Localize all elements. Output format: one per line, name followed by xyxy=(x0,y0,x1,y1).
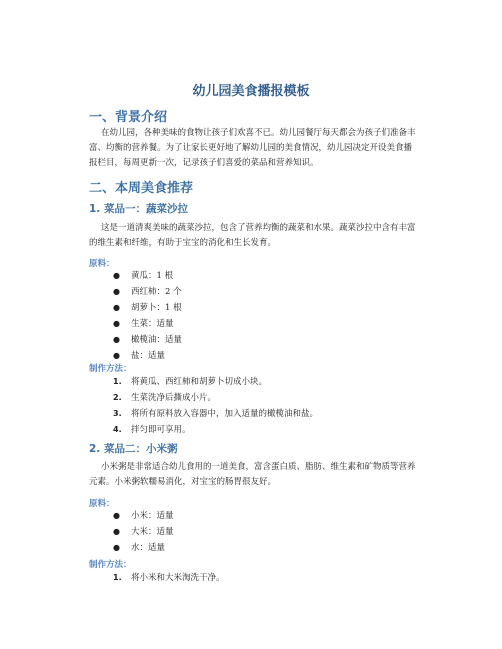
dish2-method-label: 制作方法： xyxy=(89,560,132,570)
dish2-ingredients-list xyxy=(89,508,174,556)
ingredient-item: ● 盐：适量 xyxy=(89,348,182,364)
dish1-paragraph: 这是一道清爽美味的蔬菜沙拉，包含了营养均衡的蔬菜和水果。蔬菜沙拉中含有丰富的维生素和纤维，有助于宝宝的消化和生长发育。 xyxy=(89,223,416,248)
dish2-steps-list xyxy=(89,570,225,586)
dish2-heading: 2. 菜品二：小米粥 xyxy=(89,443,178,455)
ingredient-item: ● 水：适量 xyxy=(89,540,174,556)
ingredient-item: ● 生菜：适量 xyxy=(89,316,182,332)
ingredient-item: ● 黄瓜：1 根 xyxy=(89,268,182,284)
method-step: 3. 将所有原料放入容器中，加入适量的橄榄油和盐。 xyxy=(113,409,319,419)
ingredient-item: ● 胡萝卜：1 根 xyxy=(89,300,182,316)
bullet-icon: ● xyxy=(113,335,120,344)
bullet-icon: ● xyxy=(113,287,120,296)
bullet-icon: ● xyxy=(113,319,120,328)
dish1-method-label: 制作方法： xyxy=(89,364,132,374)
bullet-icon: ● xyxy=(113,303,120,312)
ingredient-item: ● 小米：适量 xyxy=(89,508,174,524)
method-step: 4. 拌匀即可享用。 xyxy=(113,425,191,435)
bullet-icon: ● xyxy=(113,527,120,536)
dish1-steps-list xyxy=(89,374,318,438)
dish2-ingredients-label: 原料： xyxy=(89,499,115,509)
section-heading-weekly-recommendation: 二、本周美食推荐 xyxy=(89,181,194,196)
section-heading-background: 一、背景介绍 xyxy=(89,110,168,125)
bullet-icon: ● xyxy=(113,271,120,280)
method-step: 1. 将黄瓜、西红柿和胡萝卜切成小块。 xyxy=(113,377,268,387)
bullet-icon: ● xyxy=(113,543,120,552)
ingredient-item: ● 大米：适量 xyxy=(89,524,174,540)
bullet-icon: ● xyxy=(113,511,120,520)
document-title: 幼儿园美食播报模板 xyxy=(192,84,310,99)
method-step: 2. 生菜洗净后撕成小片。 xyxy=(113,393,217,403)
background-paragraph: 在幼儿园，各种美味的食物让孩子们欢喜不已。幼儿园餐厅每天都会为孩子们准备丰富、均衡的营养餐。为了让家长更好地了解幼儿园的美食情况，幼儿园决定开设美食播报栏目，每周更新一次，记录孩子们喜爱的菜品和营养知识。 xyxy=(89,128,416,168)
dish2-paragraph: 小米粥是非常适合幼儿食用的一道美食，富含蛋白质、脂肪、维生素和矿物质等营养元素。小米粥软糯易消化，对宝宝的肠胃很友好。 xyxy=(89,462,416,487)
bullet-icon: ● xyxy=(113,351,120,360)
dish1-ingredients-label: 原料： xyxy=(89,259,115,269)
ingredient-item: ● 橄榄油：适量 xyxy=(89,332,182,348)
method-step: 1. 将小米和大米淘洗干净。 xyxy=(113,573,225,583)
dish1-ingredients-list xyxy=(89,268,182,364)
dish1-heading: 1. 菜品一：蔬菜沙拉 xyxy=(89,203,188,215)
ingredient-item: ● 西红柿：2 个 xyxy=(89,284,182,300)
